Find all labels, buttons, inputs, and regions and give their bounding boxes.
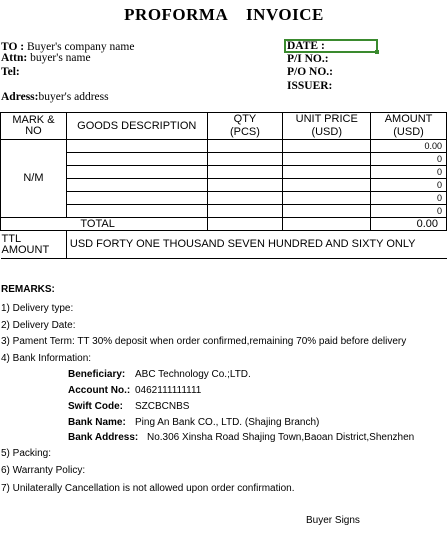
remark-item: 2) Delivery Date:: [1, 320, 76, 331]
remark-item: 5) Packing:: [1, 448, 52, 459]
beneficiary-value: ABC Technology Co.;LTD.: [135, 369, 251, 380]
total-price[interactable]: [283, 218, 371, 231]
swift-label: Swift Code:: [68, 401, 123, 412]
price-cell[interactable]: [283, 179, 371, 192]
bank-name-label: Bank Name:: [68, 417, 126, 428]
remark-item: 1) Delivery type:: [1, 303, 74, 314]
remarks-heading: REMARKS:: [1, 284, 55, 295]
invoice-table: [0, 112, 447, 259]
header-goods: GOODS DESCRIPTION: [66, 113, 207, 140]
total-qty[interactable]: [207, 218, 283, 231]
table-row: [1, 179, 447, 192]
ttl-label-line2: AMOUNT: [1, 243, 50, 256]
tel-label: Tel:: [1, 66, 20, 78]
goods-cell[interactable]: [66, 192, 207, 205]
amount-cell[interactable]: 0: [371, 153, 447, 166]
mark-value: N/M: [1, 140, 67, 218]
ttl-amount-words[interactable]: USD FORTY ONE THOUSAND SEVEN HUNDRED AND SIXTY ONLY: [66, 231, 446, 259]
price-cell[interactable]: [283, 153, 371, 166]
ttl-label: [1, 231, 67, 259]
buyer-signs: Buyer Signs: [306, 515, 360, 526]
amount-cell[interactable]: 0: [371, 205, 447, 218]
table-row: [1, 166, 447, 179]
qty-cell[interactable]: [207, 192, 283, 205]
bank-address-value: No.306 Xinsha Road Shajing Town,Baoan District,Shenzhen: [147, 432, 415, 443]
account-value: 0462111111111: [135, 385, 202, 396]
goods-cell[interactable]: [66, 140, 207, 153]
adress-value: buyer's address: [38, 91, 109, 103]
ttl-amount-row: [1, 231, 447, 259]
amount-cell[interactable]: 0: [371, 192, 447, 205]
price-cell[interactable]: [283, 166, 371, 179]
attn-line: [1, 52, 91, 64]
qty-cell[interactable]: [207, 179, 283, 192]
account-label: Account No.:: [68, 385, 131, 396]
header-mark-line1: MARK &: [12, 114, 55, 126]
amount-cell[interactable]: 0.00: [371, 140, 447, 153]
beneficiary-label: Beneficiary:: [68, 369, 126, 380]
header-price-line2: (USD): [283, 126, 371, 140]
remark-item: 3) Pament Term: TT 30% deposit when order confirmed,remaining 70% paid before delivery: [1, 336, 407, 347]
issuer-label: ISSUER:: [287, 80, 333, 92]
header-amount-line2: (USD): [371, 126, 447, 140]
table-row: [1, 205, 447, 218]
total-amount[interactable]: 0.00: [371, 218, 447, 231]
header-amount-line1: AMOUNT: [371, 113, 447, 126]
po-no-label: P/O NO.:: [287, 66, 333, 78]
goods-cell[interactable]: [66, 153, 207, 166]
price-cell[interactable]: [283, 140, 371, 153]
swift-value: SZCBCNBS: [135, 401, 190, 412]
table-row: [1, 192, 447, 205]
goods-cell[interactable]: [66, 205, 207, 218]
price-cell[interactable]: [283, 192, 371, 205]
page-title: PROFORMA INVOICE: [124, 5, 324, 24]
qty-cell[interactable]: [207, 153, 283, 166]
selection-handle[interactable]: [375, 50, 379, 54]
remark-item: 7) Unilaterally Cancellation is not allowed upon order confirmation.: [1, 483, 295, 494]
remark-item: 4) Bank Information:: [1, 353, 92, 364]
qty-cell[interactable]: [207, 166, 283, 179]
attn-label: Attn:: [1, 52, 28, 64]
qty-cell[interactable]: [207, 140, 283, 153]
total-blank: [1, 218, 67, 231]
amount-cell[interactable]: 0: [371, 179, 447, 192]
price-cell[interactable]: [283, 205, 371, 218]
goods-cell[interactable]: [66, 179, 207, 192]
header-qty-line2: (PCS): [207, 126, 283, 140]
to-label: TO :: [1, 41, 25, 53]
adress-label: Adress:: [1, 91, 39, 103]
bank-address-label: Bank Address:: [68, 432, 139, 443]
header-mark-line2: NO: [25, 125, 42, 137]
header-mark: [1, 113, 67, 140]
table-row: [1, 153, 447, 166]
adress-line: [1, 91, 109, 103]
total-label: TOTAL: [66, 218, 207, 231]
remark-item: 6) Warranty Policy:: [1, 465, 86, 476]
goods-cell[interactable]: [66, 166, 207, 179]
ttl-label-line1: TTL: [1, 232, 22, 245]
attn-value: buyer's name: [30, 52, 91, 64]
header-price-line1: UNIT PRICE: [283, 113, 371, 126]
amount-cell[interactable]: 0: [371, 166, 447, 179]
qty-cell[interactable]: [207, 205, 283, 218]
header-qty-line1: QTY: [207, 113, 283, 126]
bank-name-value: Ping An Bank CO., LTD. (Shajing Branch): [135, 417, 320, 428]
total-row: [1, 218, 447, 231]
table-row: [1, 140, 447, 153]
date-label: DATE: [287, 40, 319, 52]
header-row: [1, 113, 447, 126]
to-value: Buyer's company name: [27, 41, 135, 53]
date-colon: :: [321, 40, 325, 52]
pi-no-label: P/I NO.:: [287, 53, 329, 65]
